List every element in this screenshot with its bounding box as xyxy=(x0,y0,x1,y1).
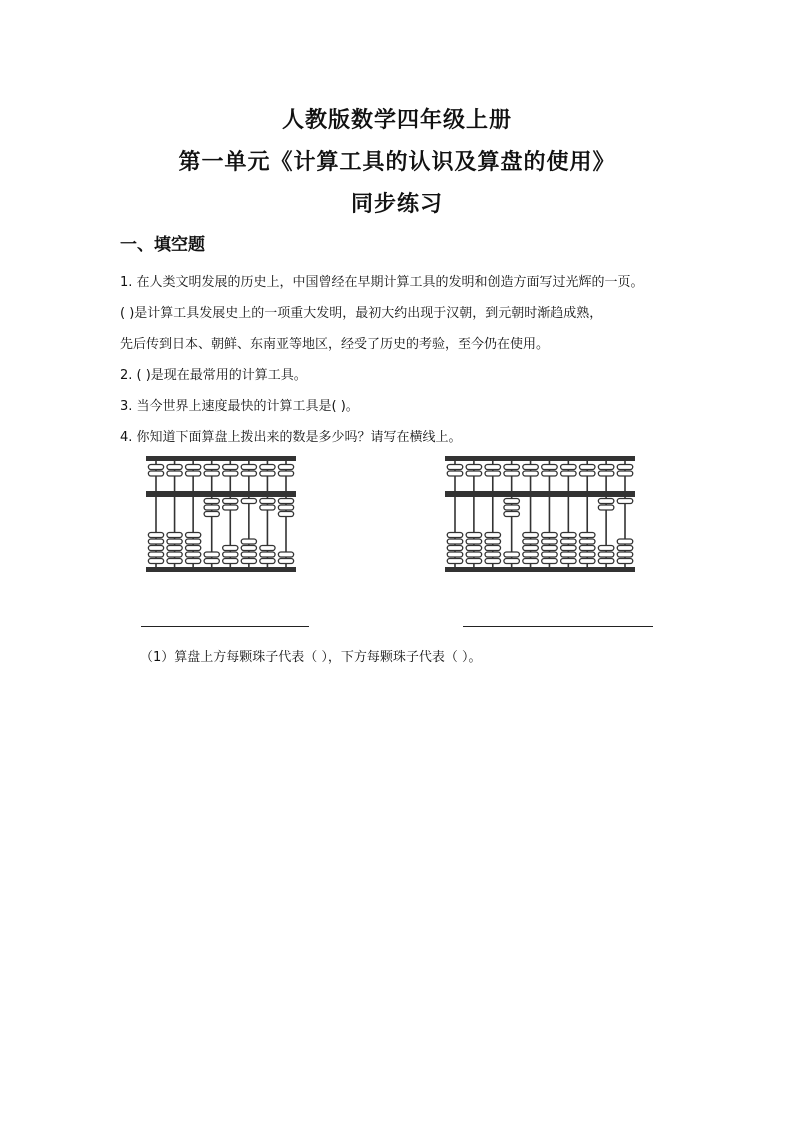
abacus-bead xyxy=(204,552,219,557)
abacus-bead xyxy=(241,546,256,551)
abacus-left-image xyxy=(146,456,296,572)
abacus-bead xyxy=(241,539,256,544)
abacus-bead xyxy=(561,471,576,476)
abacus-bead xyxy=(485,546,500,551)
abacus-bead xyxy=(504,471,519,476)
abacus-bead xyxy=(561,559,576,564)
abacus-bead xyxy=(617,471,632,476)
abacus-frame-top xyxy=(146,456,296,461)
abacus-bead xyxy=(447,471,462,476)
abacus-bead xyxy=(485,559,500,564)
abacus-bead xyxy=(167,559,182,564)
abacus-bead xyxy=(447,559,462,564)
abacus-bead xyxy=(504,552,519,557)
abacus-bead xyxy=(241,499,256,504)
abacus-bead xyxy=(523,465,538,470)
abacus-bead xyxy=(466,552,481,557)
abacus-bead xyxy=(542,533,557,538)
abacus-bead xyxy=(485,471,500,476)
abacus-bead xyxy=(579,471,594,476)
abacus-bead xyxy=(278,552,293,557)
answer-line-right[interactable] xyxy=(463,626,653,627)
abacus-bead xyxy=(561,465,576,470)
abacus-bead xyxy=(223,505,238,510)
abacus-bead xyxy=(204,499,219,504)
abacus-frame-bottom xyxy=(445,567,635,572)
abacus-bead xyxy=(167,546,182,551)
abacus-right-image xyxy=(445,456,635,572)
abacus-bead xyxy=(561,533,576,538)
abacus-bead xyxy=(167,539,182,544)
abacus-bead xyxy=(186,539,201,544)
abacus-bead xyxy=(542,552,557,557)
page-title: 人教版数学四年级上册 xyxy=(281,107,512,133)
abacus-frame-top xyxy=(445,456,635,461)
abacus-bead xyxy=(542,559,557,564)
abacus-bead xyxy=(186,546,201,551)
abacus-bead xyxy=(504,512,519,517)
question-2: 2. ( )是现在最常用的计算工具。 xyxy=(120,368,307,383)
abacus-bead xyxy=(241,471,256,476)
abacus-bead xyxy=(447,533,462,538)
abacus-bead xyxy=(504,559,519,564)
abacus-bead xyxy=(148,559,163,564)
abacus-bead xyxy=(617,546,632,551)
abacus-bead xyxy=(167,465,182,470)
abacus-bead xyxy=(466,533,481,538)
section-heading: 一、填空题 xyxy=(120,235,205,255)
abacus-bead xyxy=(542,465,557,470)
abacus-bead xyxy=(542,539,557,544)
abacus-bead xyxy=(466,559,481,564)
question-1-line-2: ( )是计算工具发展史上的一项重大发明，最初大约出现于汉朝，到元朝时渐趋成熟， xyxy=(120,306,603,321)
abacus-bead xyxy=(223,559,238,564)
abacus-bead xyxy=(148,539,163,544)
abacus-bead xyxy=(579,539,594,544)
abacus-bead xyxy=(523,471,538,476)
abacus-bead xyxy=(466,465,481,470)
abacus-bead xyxy=(561,539,576,544)
abacus-bead xyxy=(598,552,613,557)
abacus-bead xyxy=(186,533,201,538)
abacus-bead xyxy=(167,471,182,476)
abacus-bead xyxy=(598,505,613,510)
abacus-bead xyxy=(186,471,201,476)
abacus-bead xyxy=(204,471,219,476)
abacus-bead xyxy=(561,552,576,557)
abacus-bead xyxy=(223,471,238,476)
abacus-bead xyxy=(447,539,462,544)
abacus-bead xyxy=(260,499,275,504)
abacus-bead xyxy=(241,465,256,470)
abacus-bead xyxy=(278,512,293,517)
abacus-bead xyxy=(148,465,163,470)
abacus-bead xyxy=(447,465,462,470)
exercise-title: 同步练习 xyxy=(350,191,443,217)
unit-title: 第一单元《计算工具的认识及算盘的使用》 xyxy=(178,149,616,175)
abacus-bead xyxy=(598,499,613,504)
abacus-bead xyxy=(278,465,293,470)
abacus-bead xyxy=(278,499,293,504)
abacus-bead xyxy=(204,512,219,517)
abacus-bead xyxy=(148,552,163,557)
abacus-bead xyxy=(504,465,519,470)
abacus-bead xyxy=(617,539,632,544)
abacus-bead xyxy=(260,465,275,470)
question-1-line-3: 先后传到日本、朝鲜、东南亚等地区，经受了历史的考验，至今仍在使用。 xyxy=(120,337,550,352)
abacus-bead xyxy=(523,546,538,551)
abacus-bead xyxy=(204,465,219,470)
abacus-bead xyxy=(260,546,275,551)
answer-line-left[interactable] xyxy=(141,626,309,627)
abacus-bead xyxy=(260,505,275,510)
abacus-bead xyxy=(485,533,500,538)
abacus-bead xyxy=(579,552,594,557)
abacus-bead xyxy=(223,546,238,551)
question-4: 4. 你知道下面算盘上拨出来的数是多少吗？请写在横线上。 xyxy=(120,430,462,445)
abacus-bead xyxy=(466,546,481,551)
abacus-bead xyxy=(523,552,538,557)
abacus-bead xyxy=(598,559,613,564)
abacus-bead xyxy=(485,552,500,557)
abacus-bead xyxy=(148,546,163,551)
abacus-bead xyxy=(523,559,538,564)
abacus-beam xyxy=(146,491,296,497)
abacus-bead xyxy=(447,546,462,551)
abacus-bead xyxy=(148,471,163,476)
abacus-bead xyxy=(617,559,632,564)
abacus-bead xyxy=(542,546,557,551)
abacus-bead xyxy=(278,471,293,476)
abacus-bead xyxy=(579,533,594,538)
abacus-bead xyxy=(598,465,613,470)
question-3: 3. 当今世界上速度最快的计算工具是( )。 xyxy=(120,399,359,414)
abacus-bead xyxy=(204,559,219,564)
abacus-bead xyxy=(523,539,538,544)
abacus-bead xyxy=(561,546,576,551)
abacus-bead xyxy=(186,552,201,557)
abacus-bead xyxy=(579,465,594,470)
question-1-line-1: 1. 在人类文明发展的历史上，中国曾经在早期计算工具的发明和创造方面写过光辉的一页。 xyxy=(120,275,644,290)
abacus-bead xyxy=(617,465,632,470)
abacus-bead xyxy=(278,559,293,564)
abacus-bead xyxy=(167,552,182,557)
abacus-bead xyxy=(579,546,594,551)
abacus-bead xyxy=(241,552,256,557)
abacus-beam xyxy=(445,491,635,497)
abacus-bead xyxy=(241,559,256,564)
question-4-sub-1: （1）算盘上方每颗珠子代表（ ），下方每颗珠子代表（ ）。 xyxy=(140,650,482,665)
abacus-bead xyxy=(223,465,238,470)
abacus-bead xyxy=(186,559,201,564)
abacus-bead xyxy=(260,552,275,557)
abacus-bead xyxy=(148,533,163,538)
abacus-bead xyxy=(598,546,613,551)
abacus-bead xyxy=(186,465,201,470)
abacus-frame-bottom xyxy=(146,567,296,572)
abacus-bead xyxy=(260,559,275,564)
abacus-bead xyxy=(504,499,519,504)
abacus-bead xyxy=(485,539,500,544)
abacus-bead xyxy=(485,465,500,470)
abacus-bead xyxy=(278,505,293,510)
abacus-bead xyxy=(260,471,275,476)
abacus-bead xyxy=(223,499,238,504)
abacus-bead xyxy=(523,533,538,538)
abacus-bead xyxy=(598,471,613,476)
abacus-bead xyxy=(617,499,632,504)
abacus-bead xyxy=(466,539,481,544)
abacus-bead xyxy=(223,552,238,557)
abacus-bead xyxy=(466,471,481,476)
abacus-bead xyxy=(167,533,182,538)
abacus-bead xyxy=(617,552,632,557)
abacus-bead xyxy=(542,471,557,476)
abacus-bead xyxy=(579,559,594,564)
abacus-bead xyxy=(204,505,219,510)
abacus-bead xyxy=(504,505,519,510)
abacus-bead xyxy=(447,552,462,557)
